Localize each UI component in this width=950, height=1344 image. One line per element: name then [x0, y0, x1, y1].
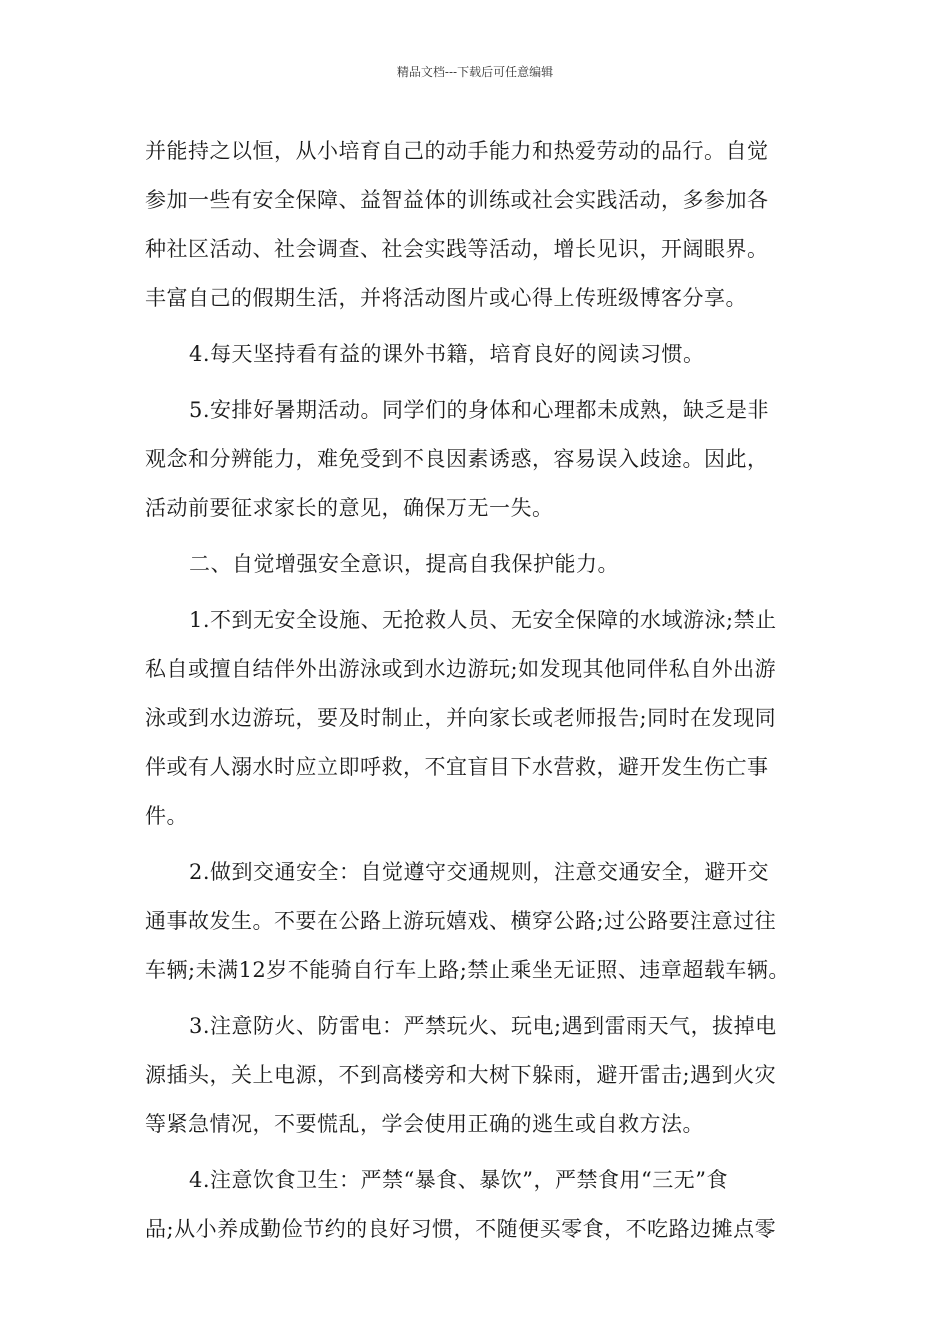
paragraph-item-5-activities: [145, 386, 809, 533]
text-line: 通事故发生。不要在公路上游玩嬉戏、横穿公路;过公路要注意过往: [145, 909, 777, 933]
paragraph-continuation: [145, 127, 809, 323]
document-body: [145, 127, 809, 1254]
section-heading-safety: [145, 540, 809, 589]
text-line: 泳或到水边游玩，要及时制止，并向家长或老师报告;同时在发现同: [145, 706, 777, 730]
text-line: 1.不到无安全设施、无抢救人员、无安全保障的水域游泳;禁止: [189, 608, 777, 632]
text-line: 3.注意防火、防雷电：严禁玩火、玩电;遇到雷雨天气，拔掉电: [189, 1014, 777, 1038]
text-line: 2.做到交通安全：自觉遵守交通规则，注意交通安全，避开交: [189, 860, 770, 884]
text-line: 品;从小养成勤俭节约的良好习惯，不随便买零食，不吃路边摊点零: [145, 1217, 777, 1241]
text-line: 参加一些有安全保障、益智益体的训练或社会实践活动，多参加各: [145, 188, 769, 212]
text-line: 二、自觉增强安全意识，提高自我保护能力。: [189, 552, 619, 576]
text-line: 5.安排好暑期活动。同学们的身体和心理都未成熟，缺乏是非: [189, 398, 770, 422]
text-line: 并能持之以恒，从小培育自己的动手能力和热爱劳动的品行。自觉: [145, 139, 769, 163]
text-line: 源插头，关上电源，不到高楼旁和大树下躲雨，避开雷击;遇到火灾: [145, 1063, 777, 1087]
text-line: 活动前要征求家长的意见，确保万无一失。: [145, 496, 554, 520]
text-line: 等紧急情况，不要慌乱，学会使用正确的逃生或自救方法。: [145, 1112, 704, 1136]
paragraph-item-3-fire-lightning: [145, 1002, 809, 1149]
text-line: 件。: [145, 804, 188, 828]
text-line: 私自或擅自结伴外出游泳或到水边游玩;如发现其他同伴私自外出游: [145, 657, 777, 681]
paragraph-item-2-traffic: [145, 848, 809, 995]
page-header: 精品文档---下载后可任意编辑: [396, 65, 554, 79]
text-line: 车辆;未满12岁不能骑自行车上路;禁止乘坐无证照、违章超载车辆。: [145, 958, 790, 982]
paragraph-item-1-swimming: [145, 596, 809, 841]
text-line: 4.注意饮食卫生：严禁“暴食、暴饮”，严禁食用“三无”食: [189, 1168, 728, 1192]
text-line: 观念和分辨能力，难免受到不良因素诱惑，容易误入歧途。因此，: [145, 447, 769, 471]
paragraph-item-4-reading: [145, 330, 809, 379]
text-line: 种社区活动、社会调查、社会实践等活动，增长见识，开阔眼界。: [145, 237, 769, 261]
text-line: 伴或有人溺水时应立即呼救，不宜盲目下水营救，避开发生伤亡事: [145, 755, 769, 779]
text-line: 4.每天坚持看有益的课外书籍，培育良好的阅读习惯。: [189, 342, 705, 366]
paragraph-item-4-food-hygiene: [145, 1156, 809, 1254]
text-line: 丰富自己的假期生活，并将活动图片或心得上传班级博客分享。: [145, 286, 747, 310]
